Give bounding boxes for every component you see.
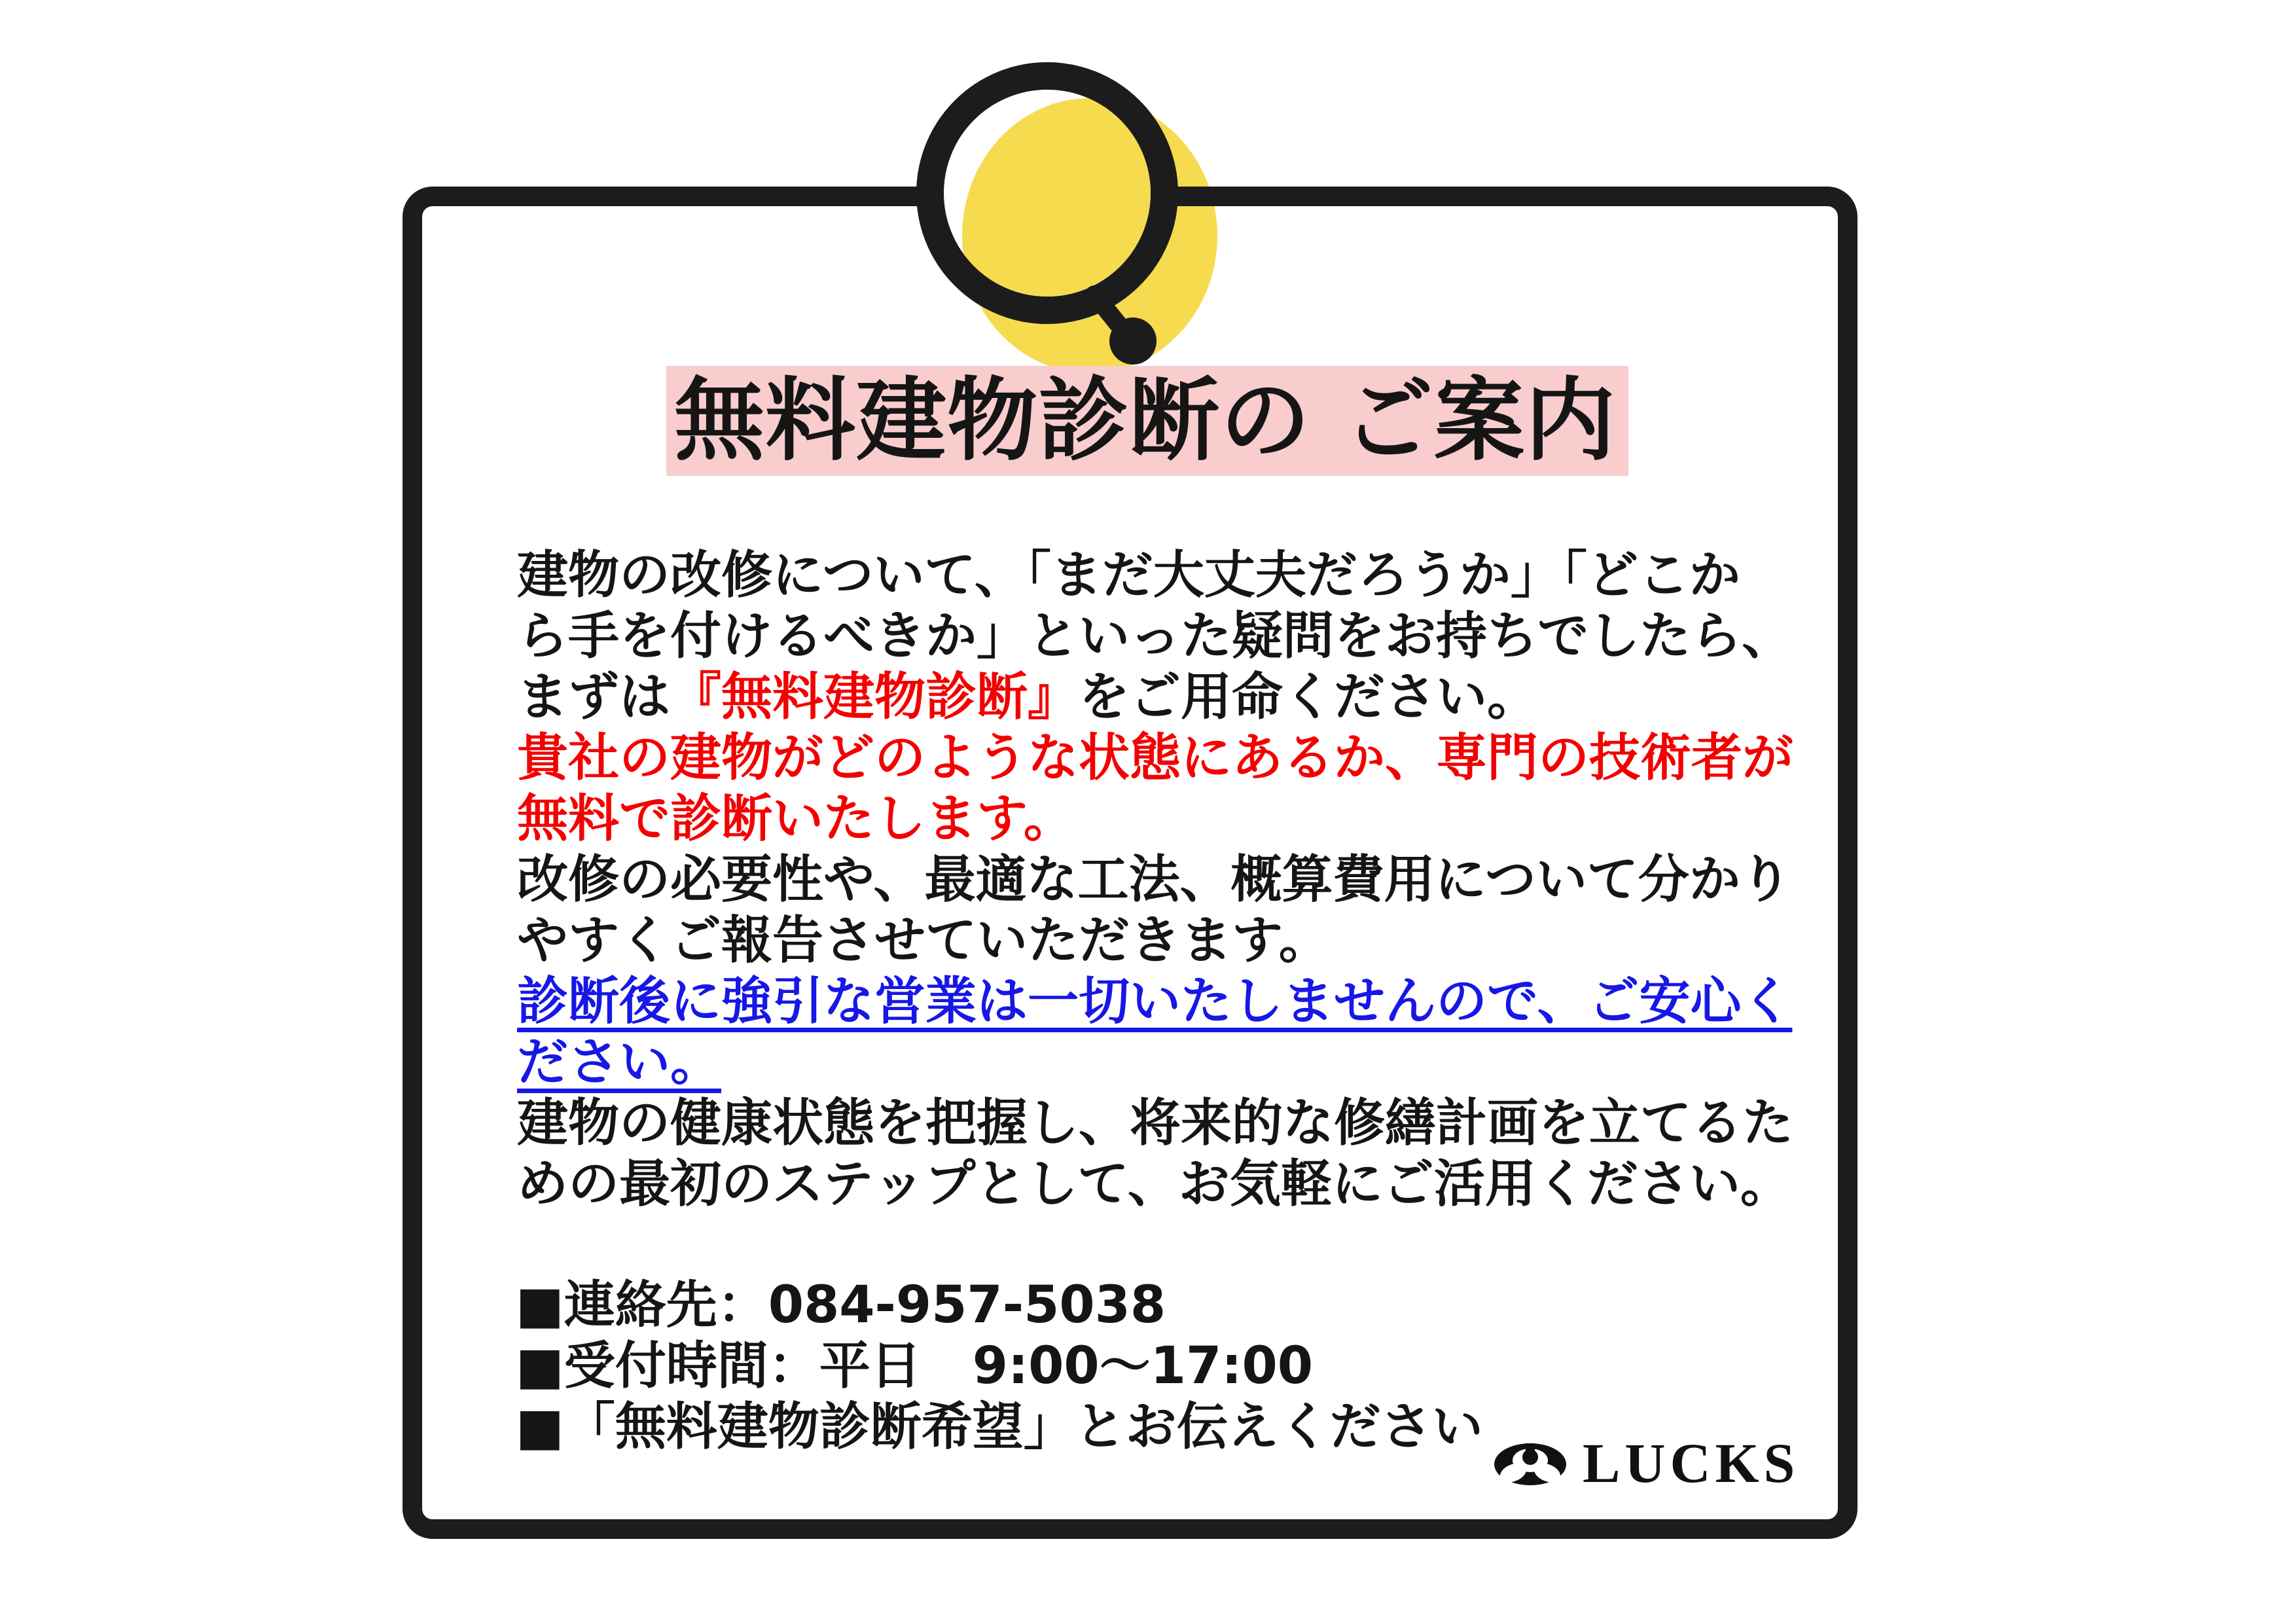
contact-hours-line: ■受付時間：平日 9:00～17:00 xyxy=(516,1337,1313,1396)
company-logo xyxy=(1494,1432,1800,1494)
contact-phone-line: ■連絡先：084-957-5038 xyxy=(516,1276,1166,1335)
contact-note-line: ■「無料建物診断希望」とお伝えください xyxy=(516,1398,1483,1456)
lucks-emblem-icon xyxy=(1494,1443,1567,1486)
body-line: やすくご報告させていただきます。 xyxy=(517,911,1330,970)
red-emphasis-line: 貴社の建物がどのような状態にあるか、専門の技術者が xyxy=(517,729,1794,787)
title-highlight xyxy=(666,366,1628,476)
blue-underlined-line: 診断後に強引な営業は一切いたしませんので、ご安心く xyxy=(517,972,1793,1031)
page-title: 無料建物診断の ご案内 xyxy=(674,368,1617,473)
body-line: ら手を付けるべきか」といった疑問をお持ちでしたら、 xyxy=(517,607,1793,666)
body-line: めの最初のステップとして、お気軽にご活用ください。 xyxy=(517,1155,1791,1214)
body-line: まずは『無料建物診断』をご用命ください。 xyxy=(517,668,1539,727)
body-text xyxy=(517,545,1865,1215)
body-line: 建物の健康状態を把握し、将来的な修繕計画を立てるた xyxy=(517,1094,1794,1153)
red-emphasis-line: 無料で診断いたします。 xyxy=(517,789,1075,848)
body-line: 建物の改修について、「まだ大丈夫だろうか」「どこか xyxy=(517,546,1740,605)
body-line: 改修の必要性や、最適な工法、概算費用について分かり xyxy=(517,850,1791,909)
red-emphasis-text: 『無料建物診断』 xyxy=(670,668,1079,727)
blue-underlined-line: ださい。 xyxy=(517,1033,722,1092)
logo-text: LUCKS xyxy=(1583,1432,1800,1494)
contact-info xyxy=(516,1275,1864,1458)
